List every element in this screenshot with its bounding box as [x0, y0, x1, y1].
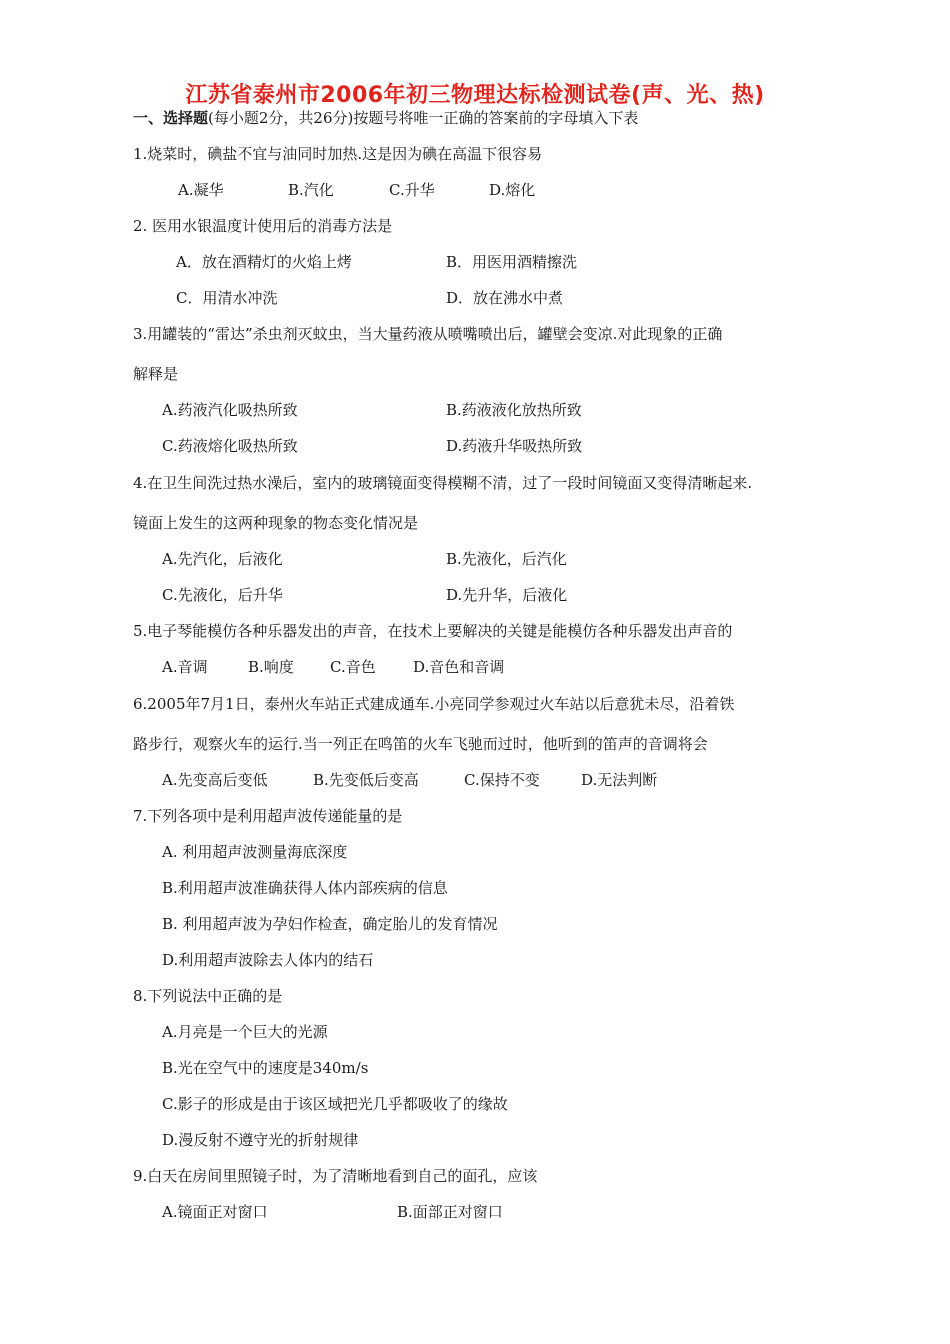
q4-option-c: C.先液化，后升华: [162, 586, 283, 604]
question-4-cont: 镜面上发生的这两种现象的物态变化情况是: [133, 514, 419, 532]
question-4: 4.在卫生间洗过热水澡后，室内的玻璃镜面变得模糊不清，过了一段时间镜面又变得清晰起来.: [133, 474, 753, 492]
q3-option-c: C.药液熔化吸热所致: [162, 437, 298, 455]
question-6-cont: 路步行，观察火车的运行.当一列正在鸣笛的火车飞驰而过时，他听到的笛声的音调将会: [133, 735, 708, 753]
q4-option-a: A.先汽化，后液化: [162, 550, 283, 568]
q3-option-b: B.药液液化放热所致: [446, 401, 582, 419]
q7-option-c: B. 利用超声波为孕妇作检查，确定胎儿的发育情况: [162, 915, 498, 933]
question-8: 8.下列说法中正确的是: [133, 987, 283, 1005]
q1-option-c: C.升华: [389, 181, 435, 199]
q8-option-c: C.影子的形成是由于该区域把光几乎都吸收了的缘故: [162, 1095, 508, 1113]
q1-option-d: D.熔化: [489, 181, 536, 199]
q7-option-b: B.利用超声波准确获得人体内部疾病的信息: [162, 879, 448, 897]
question-7: 7.下列各项中是利用超声波传递能量的是: [133, 807, 403, 825]
section-heading: [133, 108, 638, 128]
q2-option-a: A．放在酒精灯的火焰上烤: [176, 253, 352, 271]
q2-option-c: C．用清水冲洗: [176, 289, 278, 307]
q8-option-a: A.月亮是一个巨大的光源: [162, 1023, 328, 1041]
q5-option-c: C.音色: [330, 658, 376, 676]
section-heading-note: (每小题2分，共26分)按题号将唯一正确的答案前的字母填入下表: [208, 109, 639, 127]
question-1: 1.烧菜时，碘盐不宜与油同时加热.这是因为碘在高温下很容易: [133, 145, 543, 163]
question-3: 3.用罐装的“雷达”杀虫剂灭蚊虫，当大量药液从喷嘴喷出后，罐壁会变凉.对此现象的正确: [133, 325, 723, 343]
q2-option-b: B．用医用酒精擦洗: [446, 253, 578, 271]
q6-option-d: D.无法判断: [581, 771, 658, 789]
q1-option-b: B.汽化: [288, 181, 334, 199]
q4-option-b: B.先液化，后汽化: [446, 550, 567, 568]
section-heading-label: 一、选择题: [133, 109, 209, 127]
question-9: 9.白天在房间里照镜子时，为了清晰地看到自己的面孔，应该: [133, 1167, 538, 1185]
q4-option-d: D.先升华，后液化: [446, 586, 568, 604]
question-2: 2. 医用水银温度计使用后的消毒方法是: [133, 217, 393, 235]
q8-option-d: D.漫反射不遵守光的折射规律: [162, 1131, 359, 1149]
page-title: 江苏省泰州市2006年初三物理达标检测试卷(声、光、热): [185, 83, 765, 108]
q6-option-c: C.保持不变: [464, 771, 540, 789]
q1-option-a: A.凝华: [178, 181, 224, 199]
q7-option-a: A. 利用超声波测量海底深度: [162, 843, 348, 861]
q5-option-d: D.音色和音调: [413, 658, 505, 676]
q9-option-b: B.面部正对窗口: [397, 1203, 503, 1221]
q2-option-d: D．放在沸水中煮: [446, 289, 564, 307]
question-3-cont: 解释是: [133, 365, 179, 383]
q8-option-b: B.光在空气中的速度是340m/s: [162, 1059, 369, 1077]
q6-option-a: A.先变高后变低: [162, 771, 268, 789]
question-6: 6.2005年7月1日，泰州火车站正式建成通车.小亮同学参观过火车站以后意犹未尽，沿着铁: [133, 695, 735, 713]
q3-option-a: A.药液汽化吸热所致: [162, 401, 298, 419]
q5-option-a: A.音调: [162, 658, 208, 676]
q3-option-d: D.药液升华吸热所致: [446, 437, 583, 455]
q6-option-b: B.先变低后变高: [313, 771, 419, 789]
q5-option-b: B.响度: [248, 658, 294, 676]
q9-option-a: A.镜面正对窗口: [162, 1203, 268, 1221]
question-5: 5.电子琴能模仿各种乐器发出的声音，在技术上要解决的关键是能模仿各种乐器发出声音的: [133, 622, 733, 640]
q7-option-d: D.利用超声波除去人体内的结石: [162, 951, 374, 969]
